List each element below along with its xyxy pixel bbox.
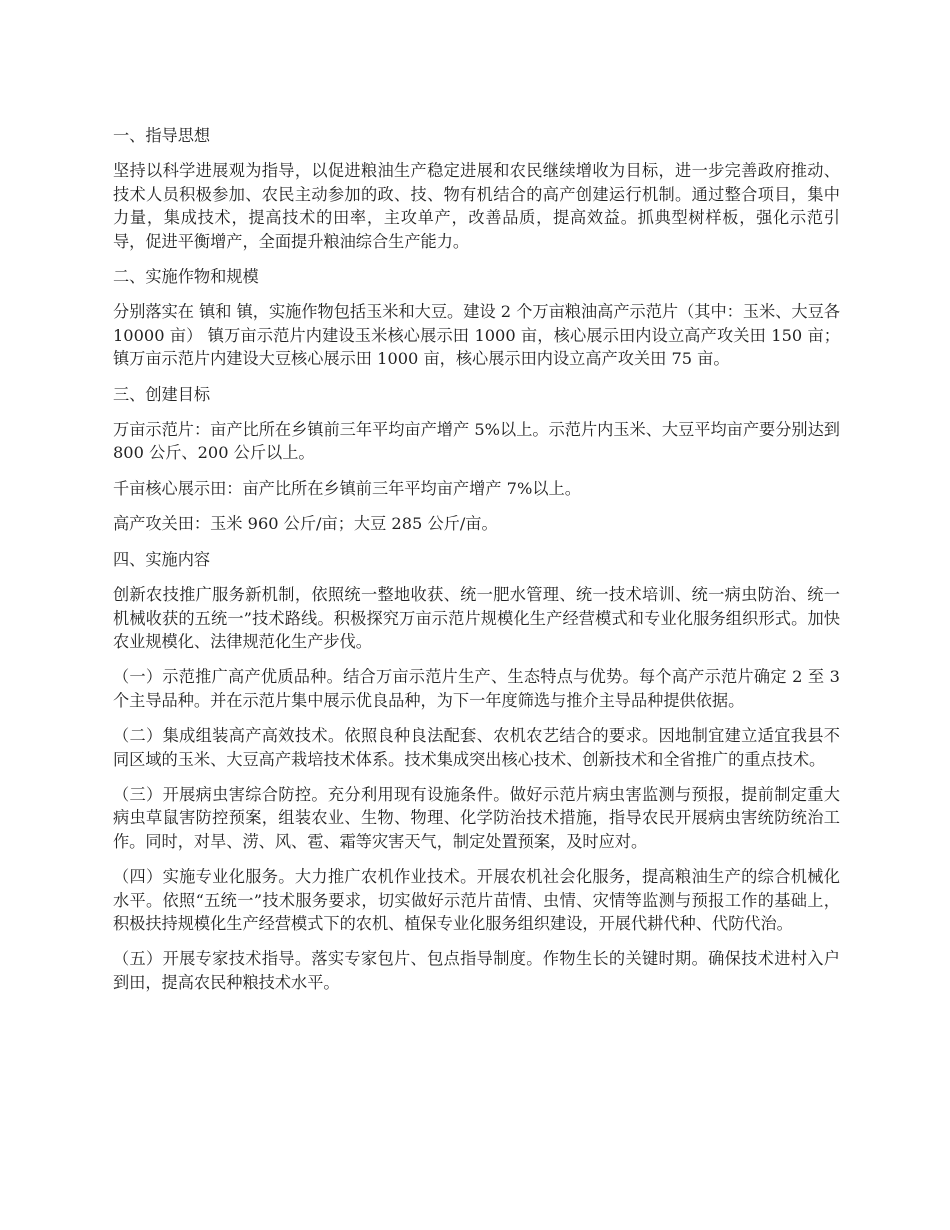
paragraph-crops-and-scale: 分别落实在 镇和 镇，实施作物包括玉米和大豆。建设 2 个万亩粮油高产示范片（其中：玉米、大豆各 10000 亩） 镇万亩示范片内建设玉米核心展示田 1000 亩，核心展示田内设立高产攻关田 150 亩； 镇万亩示范片内建设大豆核心展示田 1000 亩，核心展示田内设立高产攻关田 75 亩。: [113, 302, 840, 369]
paragraph-guiding-ideology: 坚持以科学进展观为指导，以促进粮油生产稳定进展和农民继续增收为目标，进一步完善政府推动、技术人员积极参加、农民主动参加的政、技、物有机结合的高产创建运行机制。通过整合项目，集中力量，集成技术，提高技术的田率，主攻单产，改善品质，提高效益。抓典型树样板，强化示范引导，促进平衡增产，全面提升粮油综合生产能力。: [113, 161, 840, 251]
section-heading-goals: 三、创建目标: [113, 384, 211, 404]
section-heading-guiding-ideology: 一、指导思想: [113, 126, 211, 145]
paragraph-goal-high-yield-field: 高产攻关田：玉米 960 公斤/亩；大豆 285 公斤/亩。: [113, 514, 498, 534]
paragraph-implementation-3: （三）开展病虫害综合防控。充分利用现有设施条件。做好示范片病虫害监测与预报，提前制定重大病虫草鼠害防控预案，组装农业、生物、物理、化学防治技术措施，指导农民开展病虫害统防统治工作。同时，对旱、涝、风、雹、霜等灾害天气，制定处置预案，及时应对。: [113, 784, 840, 851]
paragraph-goal-1000-mu: 千亩核心展示田：亩产比所在乡镇前三年平均亩产增产 7%以上。: [113, 478, 581, 498]
paragraph-implementation-5: （五）开展专家技术指导。落实专家包片、包点指导制度。作物生长的关键时期。确保技术进村入户到田，提高农民种粮技术水平。: [113, 949, 840, 992]
paragraph-implementation-2: （二）集成组装高产高效技术。依照良种良法配套、农机农艺结合的要求。因地制宜建立适宜我县不同区域的玉米、大豆高产栽培技术体系。技术集成突出核心技术、创新技术和全省推广的重点技术。: [113, 726, 840, 769]
paragraph-implementation-intro: 创新农技推广服务新机制，依照统一整地收获、统一肥水管理、统一技术培训、统一病虫防治、统一机械收获的五统一”技术路线。积极探究万亩示范片规模化生产经营模式和专业化服务组织形式。加快农业规模化、法律规范化生产步伐。: [113, 585, 840, 651]
document-page: [113, 124, 840, 1006]
paragraph-implementation-4: （四）实施专业化服务。大力推广农机作业技术。开展农机社会化服务，提高粮油生产的综合机械化水平。依照“五统一”技术服务要求，切实做好示范片苗情、虫情、灾情等监测与预报工作的基础上，积极扶持规模化生产经营模式下的农机、植保专业化服务组织建设，开展代耕代种、代防代治。: [113, 867, 840, 933]
paragraph-goal-10000-mu: 万亩示范片：亩产比所在乡镇前三年平均亩产增产 5%以上。示范片内玉米、大豆平均亩产要分别达到 800 公斤、200 公斤以上。: [113, 420, 840, 463]
section-heading-implementation: 四、实施内容: [113, 549, 211, 569]
section-heading-crops-and-scale: 二、实施作物和规模: [113, 267, 259, 287]
paragraph-implementation-1: （一）示范推广高产优质品种。结合万亩示范片生产、生态特点与优势。每个高产示范片确定 2 至 3 个主导品种。并在示范片集中展示优良品种，为下一年度筛选与推介主导品种提供依据。: [113, 667, 840, 710]
